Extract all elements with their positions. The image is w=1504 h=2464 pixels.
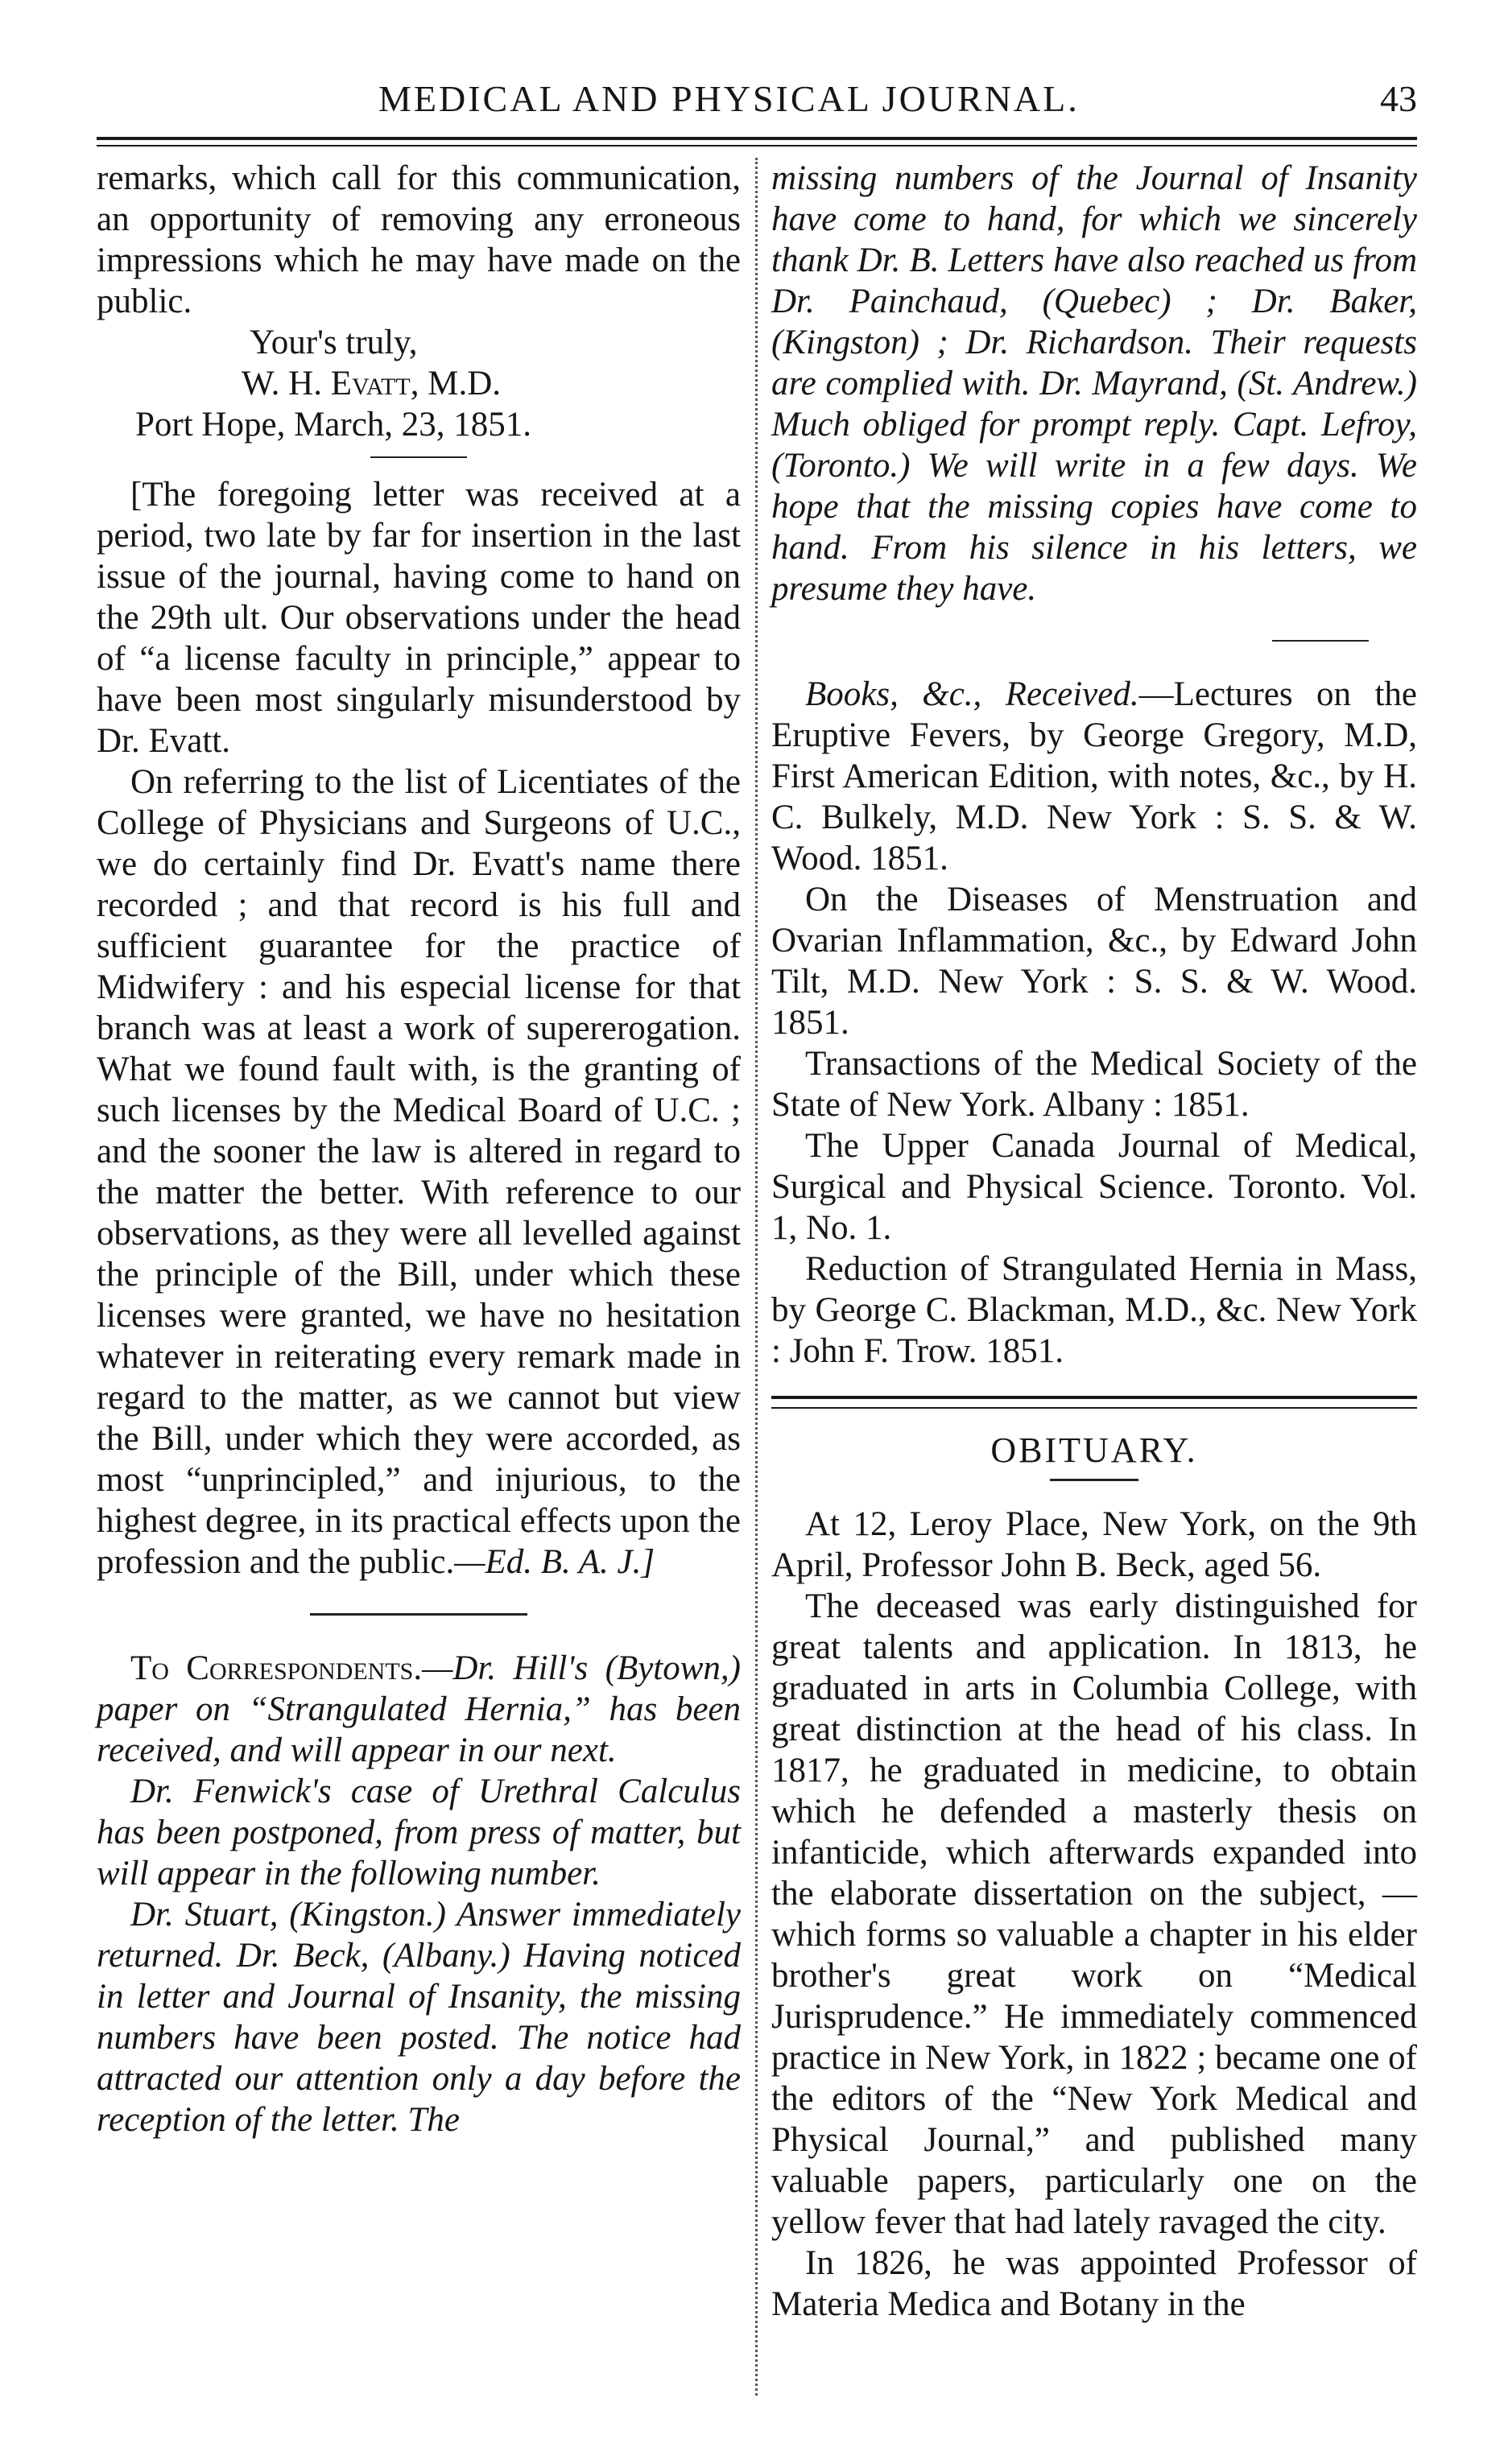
books-paragraph-5: Reduction of Strangulated Hernia in Mass, by George C. Blackman, M.D., &c. New York : John F. Trow. 1851. [771,1250,1417,1370]
obituary-paragraph-1: At 12, Leroy Place, New York, on the 9th April, Professor John B. Beck, aged 56. [771,1505,1417,1584]
obituary-double-rule [771,1396,1417,1409]
obituary-paragraph-2: The deceased was early distinguished for great talents and application. In 1813, he graduated in arts in Columbia College, with great distinction at the head of his class. In 1817, he graduated in medicine, to obtain which he defended a masterly thesis on infanticide, which afterwards expanded into the elaborate dissertation on the subject, —which forms so valuable a chapter in his elder brother's great work on “Medical Jurisprudence.” He immediately commenced practice in New York, in 1822 ; became one of the editors of the “New York Medical and Physical Journal,” and published many valuable papers, particularly one on the yellow fever that had lately ravaged the city. [771,1587,1417,2241]
correspondents-paragraph-2: Dr. Fenwick's case of Urethral Calculus has been postponed, from press of matter, but will appear in the following number. [97,1773,741,1892]
correspondents-label: To Correspondents. [130,1649,423,1687]
letter-place-date: Port Hope, March, 23, 1851. [135,406,532,444]
left-column [97,158,741,2140]
short-divider-right [1272,640,1369,642]
obituary-heading: OBITUARY. [990,1430,1198,1470]
books-label: Books, &c., Received. [805,675,1139,713]
editor-note-text: On referring to the list of Licentiates of the College of Physicians and Surgeons of U.C., we do certainly find Dr. Evatt's name there recorded ; and that record is his full and sufficient guarantee for the practice of Midwifery : and his especial license for that branch was at least a work of supererogation. What we found fault with, is the granting of such licenses by the Medical Board of U.C. ; and the sooner the law is altered in regard to the matter the better. With reference to our observations, as they were all levelled against the principle of the Bill, under which these licenses were granted, we have no hesitation whatever in reiterating every remark made in regard to the matter, as we cannot but view the Bill, under which they were accorded, as most “unprincipled,” and injurious, to the highest degree, in its practical effects upon the profession and the public. [97,763,741,1581]
editor-note-paragraph-1: [The foregoing letter was received at a period, two late by far for insertion in the last issue of the journal, having come to hand on the 29th ult. Our observations under the head of “a license faculty in principle,” appear to have been most singularly misunderstood by Dr. Evatt. [97,476,741,760]
editor-signoff: —Ed. B. A. J.] [454,1543,655,1581]
letter-closing: Your's truly, [250,324,418,361]
editor-note-paragraph-2 [97,761,741,1583]
books-paragraph-1 [771,674,1417,879]
short-divider [370,456,467,458]
right-column [771,158,1417,2325]
obituary-paragraph-3: In 1826, he was appointed Professor of Materia Medica and Botany in the [771,2244,1417,2323]
obituary-heading-rule [1050,1479,1138,1481]
header-rule-thick [97,137,1417,140]
section-divider [310,1613,527,1616]
page-number: 43 [1380,78,1417,119]
header-rule-thin [97,145,1417,147]
correspondents-paragraph-1 [97,1648,741,1771]
letter-signature: W. H. Evatt, M.D. [242,365,502,402]
correspondents-paragraph-3: Dr. Stuart, (Kingston.) Answer immediately returned. Dr. Beck, (Albany.) Having noticed in letter and Journal of Insanity, the missing numbers have been posted. The notice had attracted our attention only a day before the reception of the letter. The [97,1896,741,2139]
running-head [97,77,1417,126]
books-paragraph-4: The Upper Canada Journal of Medical, Surgical and Physical Science. Toronto. Vol. 1, No. 1. [771,1127,1417,1247]
books-paragraph-3: Transactions of the Medical Society of the State of New York. Albany : 1851. [771,1045,1417,1124]
correspondents-text-1: —Dr. Hill's (Bytown,) paper on “Strangulated Hernia,” has been received, and will appear in our next. [97,1649,741,1769]
running-title: MEDICAL AND PHYSICAL JOURNAL. [378,78,1080,119]
correspondents-continued: missing numbers of the Journal of Insanity have come to hand, for which we sincerely thank Dr. B. Letters have also reached us from Dr. Painchaud, (Quebec) ; Dr. Baker, (Kingston) ; Dr. Richardson. Their requests are complied with. Dr. Mayrand, (St. Andrew.) Much obliged for prompt reply. Capt. Lefroy, (Toronto.) We will write in a few days. We hope that the missing copies have come to hand. From his silence in his letters, we presume they have. [771,159,1417,608]
letter-ending: remarks, which call for this communication, an opportunity of removing any erroneous impressions which he may have made on the public. [97,159,741,320]
column-divider [755,158,758,2396]
books-paragraph-2: On the Diseases of Menstruation and Ovarian Inflammation, &c., by Edward John Tilt, M.D. New York : S. S. & W. Wood. 1851. [771,881,1417,1042]
books-text-1: —Lectures on the Eruptive Fevers, by George Gregory, M.D, First American Edition, with notes, &c., by H. C. Bulkely, M.D. New York : S. S. & W. Wood. 1851. [771,675,1417,877]
